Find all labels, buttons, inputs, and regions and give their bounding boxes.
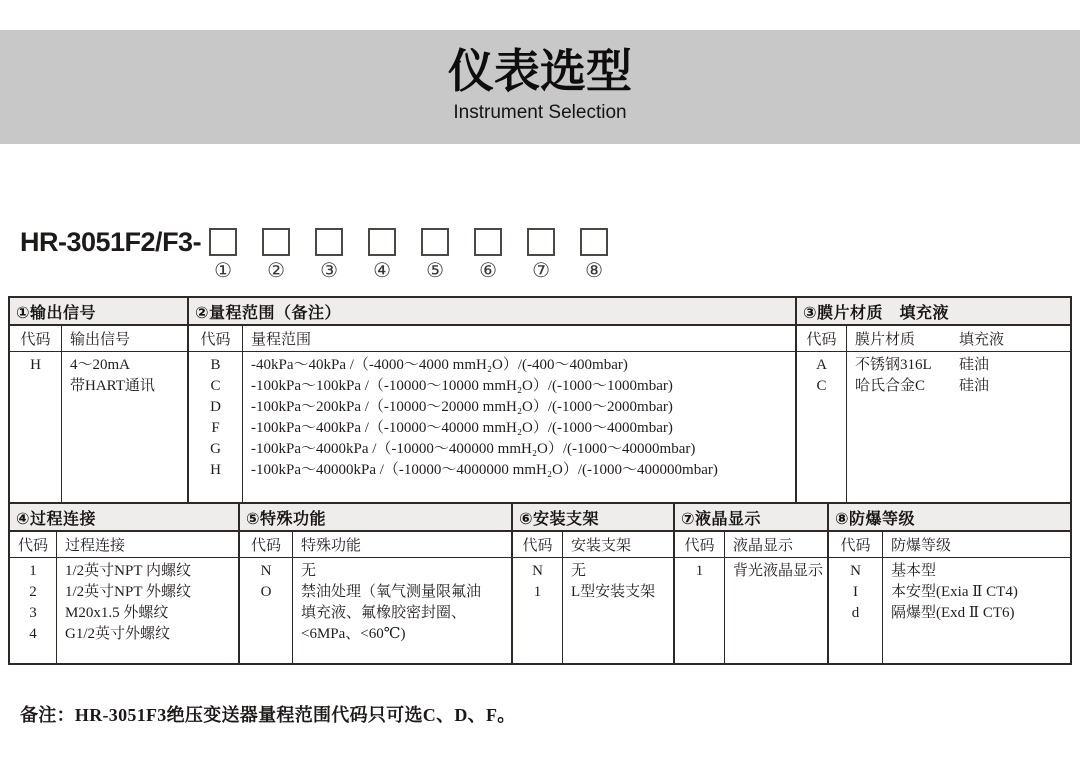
model-slot — [262, 228, 290, 282]
title-banner — [0, 30, 1080, 144]
model-slot — [368, 228, 396, 282]
code-column — [10, 558, 57, 663]
section — [675, 504, 829, 663]
code-column — [240, 558, 293, 663]
section-body — [189, 352, 795, 502]
code-cell: 1 — [695, 563, 704, 579]
desc-line — [855, 355, 1070, 376]
desc-line — [855, 376, 1070, 397]
slot-number: ⑦ — [532, 260, 551, 282]
code-column — [513, 558, 563, 663]
section-body — [240, 558, 511, 663]
desc-line: 无 — [571, 563, 587, 579]
desc-line: -100kPa～40000kPa /（-10000～4000000 mmH₂O）/(-1000～400000mbar) — [251, 462, 718, 478]
code-header-cell: 代码 — [829, 532, 883, 557]
code-cell: H — [30, 357, 41, 373]
desc-line: 带HART通讯 — [70, 378, 155, 394]
model-code-box — [315, 228, 343, 256]
section-subheader — [829, 532, 1070, 558]
code-cell: O — [260, 584, 272, 600]
footnote: 备注：HR-3051F3绝压变送器量程范围代码只可选C、D、F。 — [20, 705, 516, 725]
section-subheader — [513, 532, 673, 558]
desc-line: -100kPa～200kPa /（-10000～20000 mmH₂O）/(-1000～2000mbar) — [251, 399, 673, 415]
slot-number: ⑤ — [426, 260, 445, 282]
band-1 — [10, 298, 1070, 502]
section-subheader — [189, 326, 795, 352]
desc-line: 无 — [301, 563, 317, 579]
desc-line: M20x1.5 外螺纹 — [65, 605, 169, 621]
desc-line: <6MPa、<60℃) — [301, 626, 406, 642]
desc-header-cell: 输出信号 — [70, 332, 131, 348]
section-title: ⑧防爆等级 — [829, 504, 1070, 532]
desc-header-cell: 液晶显示 — [733, 538, 794, 554]
code-column — [10, 352, 62, 502]
section — [10, 298, 189, 502]
desc-line: -100kPa～100kPa /（-10000～10000 mmH₂O）/(-1000～1000mbar) — [251, 378, 673, 394]
code-cell: H — [210, 462, 221, 478]
text-part: 膜片材质 — [855, 332, 916, 348]
model-code-box — [421, 228, 449, 256]
desc-column — [883, 558, 1070, 663]
text-part: 硅油 — [959, 378, 990, 394]
code-cell: I — [853, 584, 858, 600]
section-body — [10, 352, 187, 502]
text-part: 硅油 — [959, 357, 990, 373]
model-slot — [580, 228, 608, 282]
section-body — [513, 558, 673, 663]
band-2 — [10, 502, 1070, 663]
model-code-box — [474, 228, 502, 256]
code-cell: N — [532, 563, 543, 579]
desc-header-cell: 特殊功能 — [301, 538, 362, 554]
section — [513, 504, 675, 663]
desc-line: -100kPa～4000kPa /（-10000～400000 mmH₂O）/(-1000～40000mbar) — [251, 441, 696, 457]
slot-number: ⑧ — [585, 260, 604, 282]
code-cell: D — [210, 399, 221, 415]
section-title: ⑥安装支架 — [513, 504, 673, 532]
section-title: ④过程连接 — [10, 504, 238, 532]
section-subheader — [240, 532, 511, 558]
desc-line: G1/2英寸外螺纹 — [65, 626, 171, 642]
desc-line: L型安装支架 — [571, 584, 656, 600]
desc-column — [243, 352, 795, 502]
desc-header-cell: 防爆等级 — [891, 538, 952, 554]
code-cell-spacer — [10, 376, 61, 397]
section-title: ①输出信号 — [10, 298, 187, 326]
slot-number: ③ — [320, 260, 339, 282]
desc-line: 本安型(Exia Ⅱ CT4) — [891, 584, 1018, 600]
code-header-cell: 代码 — [240, 532, 293, 557]
slot-number: ⑥ — [479, 260, 498, 282]
code-header-cell: 代码 — [189, 326, 243, 351]
model-code-box — [527, 228, 555, 256]
desc-column — [293, 558, 511, 663]
code-cell: G — [210, 441, 221, 457]
code-cell-spacer — [240, 603, 292, 624]
desc-header-cell: 量程范围 — [251, 332, 312, 348]
desc-column — [62, 352, 187, 502]
section-title: ⑤特殊功能 — [240, 504, 511, 532]
code-cell-spacer — [240, 624, 292, 645]
section-subheader — [10, 326, 187, 352]
section — [240, 504, 513, 663]
code-header-cell: 代码 — [10, 532, 57, 557]
code-column — [829, 558, 883, 663]
text-part: 哈氏合金C — [855, 378, 926, 394]
desc-line: 禁油处理（氧气测量限氟油 — [301, 584, 482, 600]
desc-column — [57, 558, 238, 663]
code-column — [189, 352, 243, 502]
code-cell: N — [260, 563, 272, 579]
code-cell: 1 — [533, 584, 542, 600]
desc-header-cell: 过程连接 — [65, 538, 126, 554]
model-slot-row — [209, 228, 608, 282]
model-code-box — [262, 228, 290, 256]
model-code-prefix: HR-3051F2/F3- — [20, 227, 202, 257]
code-column — [797, 352, 847, 502]
code-cell: N — [850, 563, 861, 579]
code-header-cell: 代码 — [675, 532, 725, 557]
section — [189, 298, 797, 502]
slot-number: ④ — [373, 260, 392, 282]
desc-line: 基本型 — [891, 563, 937, 579]
code-cell: 4 — [29, 626, 37, 642]
page-title: 仪表选型 — [448, 45, 632, 97]
section — [10, 504, 240, 663]
code-header-cell: 代码 — [513, 532, 563, 557]
desc-column — [563, 558, 673, 663]
model-slot — [527, 228, 555, 282]
section — [797, 298, 1070, 502]
section-body — [829, 558, 1070, 663]
model-code-box — [580, 228, 608, 256]
model-code-row — [20, 227, 608, 282]
code-cell: 1 — [29, 563, 37, 579]
text-part: 不锈钢316L — [855, 357, 932, 373]
desc-header-cell — [847, 326, 1070, 351]
text-part: 填充液 — [959, 332, 1005, 348]
model-slot — [315, 228, 343, 282]
slot-number: ② — [267, 260, 286, 282]
desc-column — [725, 558, 827, 663]
code-cell: 3 — [29, 605, 37, 621]
section-title: ③膜片材质 填充液 — [797, 298, 1070, 326]
code-header-cell: 代码 — [797, 326, 847, 351]
code-cell: C — [210, 378, 221, 394]
section-subheader — [797, 326, 1070, 352]
section-body — [797, 352, 1070, 502]
code-cell: F — [211, 420, 220, 436]
code-cell: C — [816, 378, 827, 394]
section-title: ⑦液晶显示 — [675, 504, 827, 532]
desc-line: -100kPa～400kPa /（-10000～40000 mmH₂O）/(-1000～4000mbar) — [251, 420, 673, 436]
desc-header-cell: 安装支架 — [571, 538, 632, 554]
model-slot — [209, 228, 237, 282]
section — [829, 504, 1070, 663]
selection-table — [8, 296, 1072, 665]
model-code-box — [209, 228, 237, 256]
desc-line: 1/2英寸NPT 外螺纹 — [65, 584, 191, 600]
code-cell: A — [816, 357, 827, 373]
code-column — [675, 558, 725, 663]
desc-line: -40kPa～40kPa /（-4000～4000 mmH₂O）/(-400～400mbar) — [251, 357, 628, 373]
model-code-box — [368, 228, 396, 256]
desc-column — [847, 352, 1070, 502]
section-body — [675, 558, 827, 663]
desc-line: 填充液、氟橡胶密封圈、 — [301, 605, 467, 621]
code-cell: 2 — [29, 584, 37, 600]
section-title: ②量程范围（备注） — [189, 298, 795, 326]
desc-line: 隔爆型(Exd Ⅱ CT6) — [891, 605, 1015, 621]
model-slot — [421, 228, 449, 282]
section-body — [10, 558, 238, 663]
desc-line: 4～20mA — [70, 357, 131, 373]
code-cell: B — [210, 357, 221, 373]
model-slot — [474, 228, 502, 282]
section-subheader — [675, 532, 827, 558]
code-cell: d — [851, 605, 860, 621]
slot-number: ① — [214, 260, 233, 282]
desc-line: 背光液晶显示 — [733, 563, 824, 579]
desc-line: 1/2英寸NPT 内螺纹 — [65, 563, 191, 579]
section-subheader — [10, 532, 238, 558]
page-subtitle: Instrument Selection — [453, 102, 627, 123]
code-header-cell: 代码 — [10, 326, 62, 351]
